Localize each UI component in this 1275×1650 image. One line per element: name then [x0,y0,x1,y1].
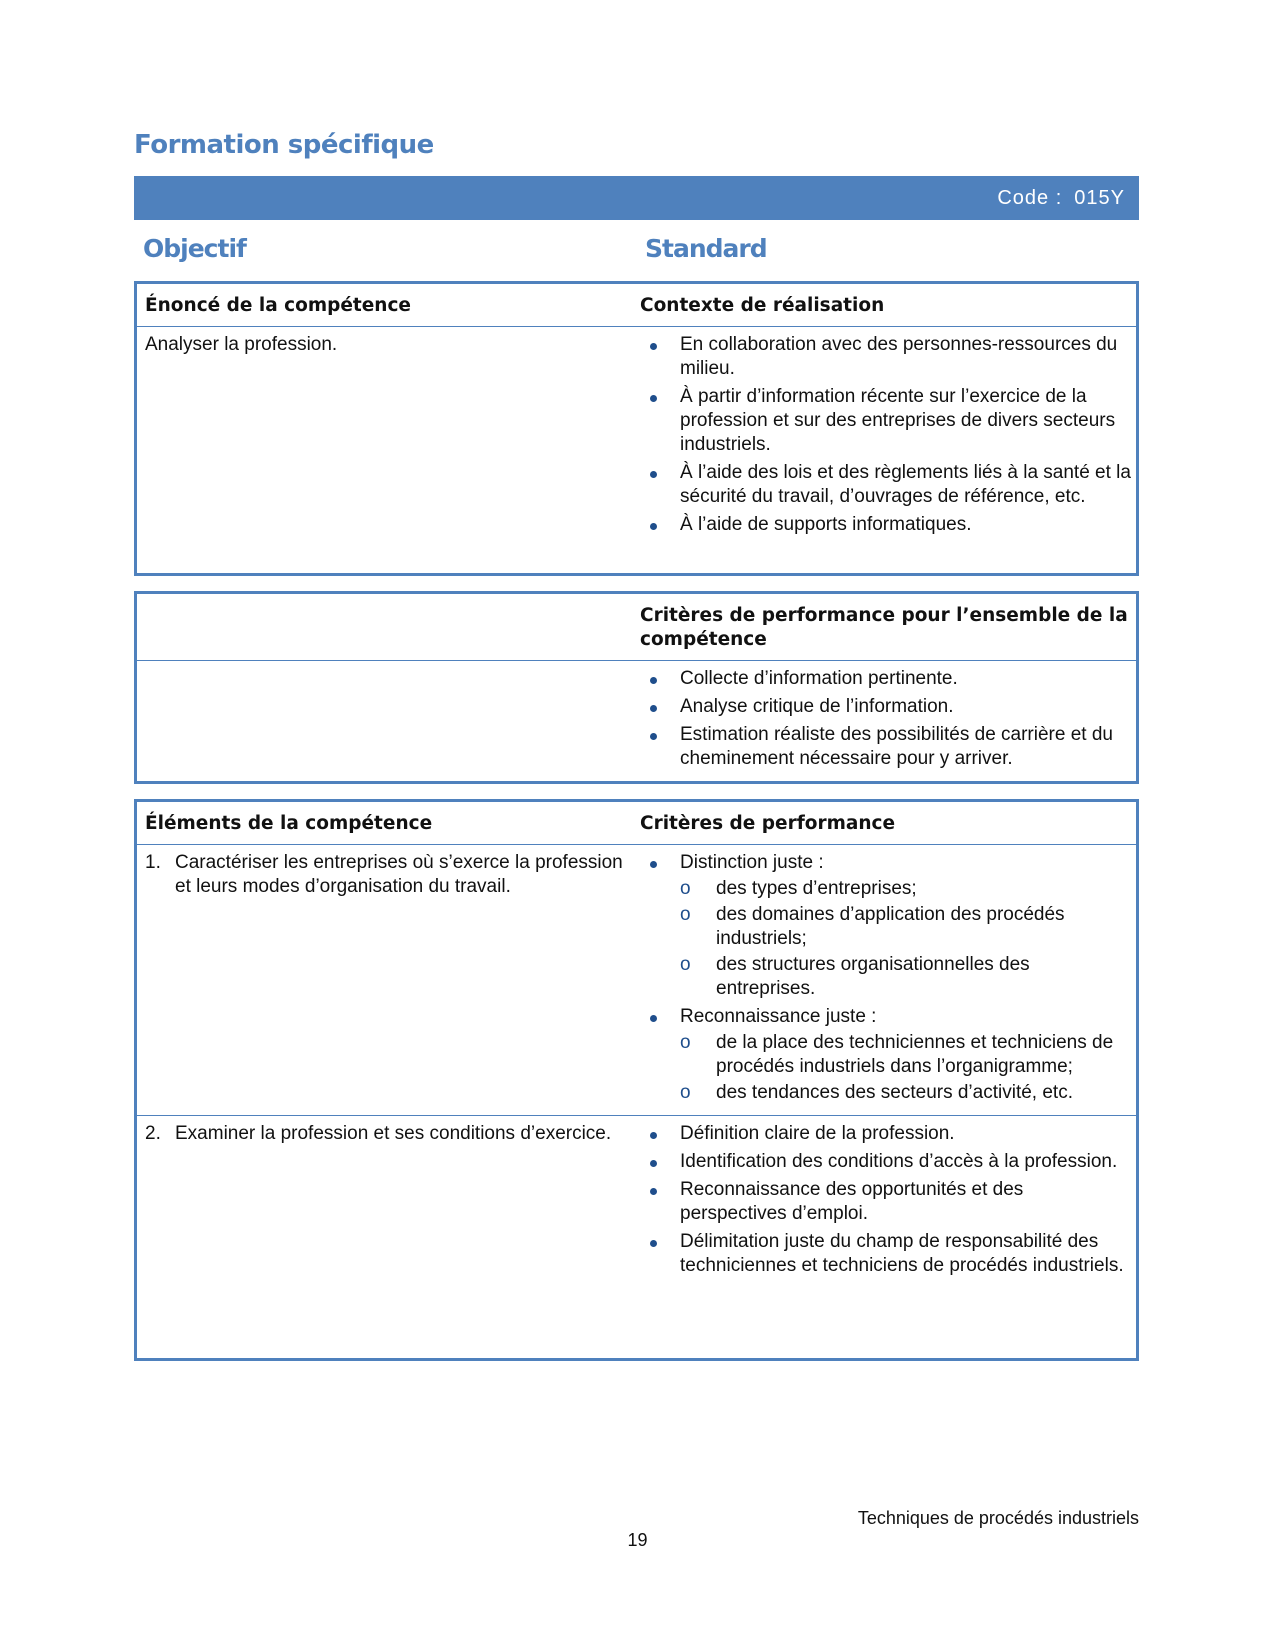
list-item: En collaboration avec des personnes-ressources du milieu. [640,333,1132,381]
list-item: Définition claire de la profession. [640,1122,1132,1146]
elements-header: Éléments de la compétence [145,813,433,834]
sub-item: o des types d’entreprises; [680,877,1132,901]
sub-item: o de la place des techniciennes et techniciens de procédés industriels dans l’organigramme; [680,1031,1132,1079]
list-item: Analyse critique de l’information. [640,695,1132,719]
competency-statement: Analyser la profession. [145,334,338,355]
list-item: Estimation réaliste des possibilités de carrière et du cheminement nécessaire pour y arriver. [640,723,1132,771]
empty-cell [137,594,632,660]
list-item: À l’aide des lois et des règlements liés à la santé et la sécurité du travail, d’ouvrages de référence, etc. [640,461,1132,509]
competency-table [134,281,1139,576]
overall-criteria-table [134,591,1139,784]
code-label: Code : [997,186,1063,209]
elements-table [134,799,1139,1361]
overall-criteria-list [632,661,1136,781]
objective-heading: Objectif [143,234,246,263]
overall-criteria-header: Critères de performance pour l’ensemble de la compétence [640,605,1128,650]
list-item: Délimitation juste du champ de responsabilité des techniciennes et techniciens de procédés industriels. [640,1230,1132,1278]
list-item: À partir d’information récente sur l’exercice de la profession et sur des entreprises de divers secteurs industriels. [640,385,1132,457]
list-item: Reconnaissance juste : o de la place des techniciennes et techniciens de procédés industriels dans l’organigramme; o des tendances des secteurs d’activité, etc. [640,1005,1132,1105]
criteria-header: Critères de performance [640,813,896,834]
section-title: Formation spécifique [134,130,434,160]
code-bar [134,176,1139,220]
list-item: À l’aide de supports informatiques. [640,513,1132,537]
context-list [632,327,1136,547]
criteria-list [632,845,1136,1115]
code-value: 015Y [1074,186,1125,209]
sub-item: o des domaines d’application des procédés industriels; [680,903,1132,951]
context-header: Contexte de réalisation [640,295,885,316]
table-row [137,844,1136,1115]
criteria-list [632,1116,1136,1288]
element-1: 1. Caractériser les entreprises où s’exerce la profession et leurs modes d’organisation du travail. [145,852,623,897]
footer-program: Techniques de procédés industriels [857,1508,1139,1528]
list-item: Collecte d’information pertinente. [640,667,1132,691]
list-item: Identification des conditions d’accès à la profession. [640,1150,1132,1174]
statement-header: Énoncé de la compétence [145,295,411,316]
element-2: 2. Examiner la profession et ses conditions d’exercice. [145,1123,612,1144]
sub-item: o des tendances des secteurs d’activité, etc. [680,1081,1132,1105]
list-item: Distinction juste : o des types d’entreprises; o des domaines d’application des procédés industriels; o des structures organisationnelles des entreprises. [640,851,1132,1001]
sub-item: o des structures organisationnelles des entreprises. [680,953,1132,1001]
table-row [137,1115,1136,1288]
empty-cell [137,661,632,781]
list-item: Reconnaissance des opportunités et des perspectives d’emploi. [640,1178,1132,1226]
page-number: 19 [627,1530,648,1550]
standard-heading: Standard [645,234,767,263]
